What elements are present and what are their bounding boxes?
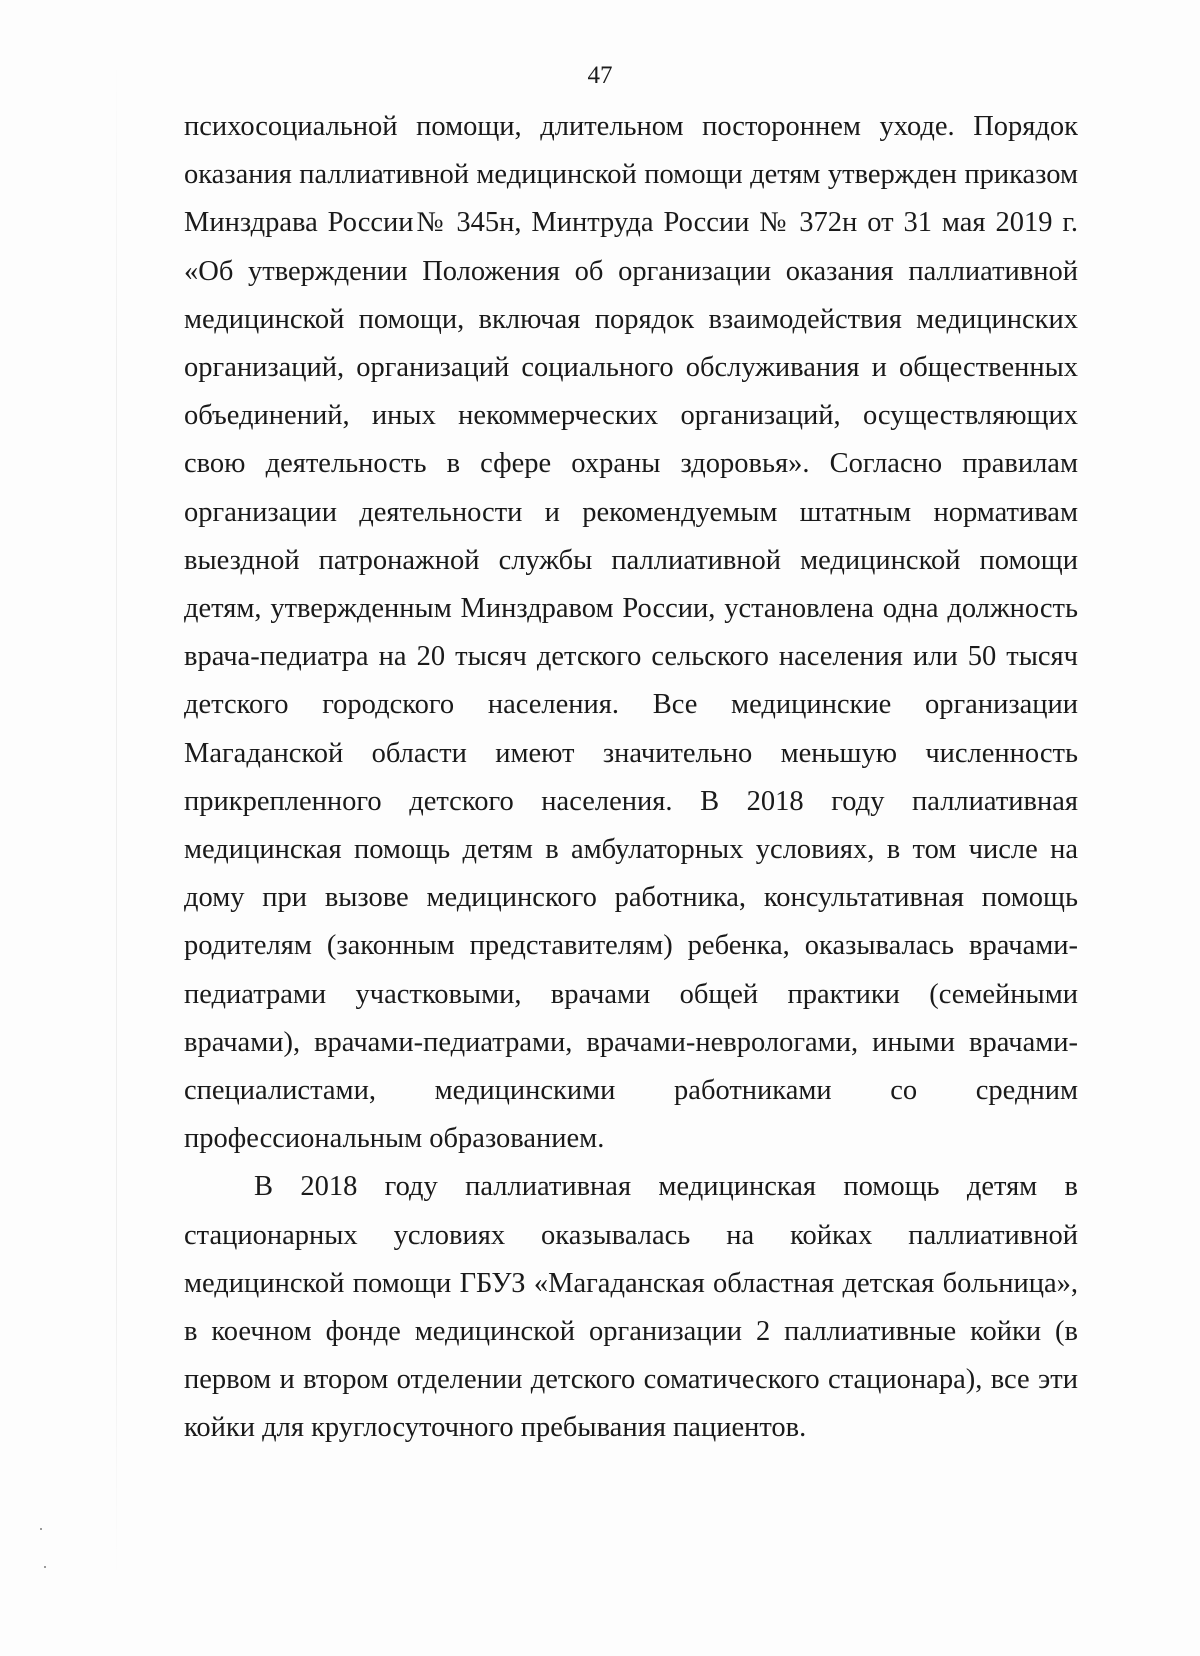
paragraph-2: В 2018 году паллиативная медицинская помощь детям в стационарных условиях оказывалась на койках паллиативной медицинской помощи ГБУЗ «Магаданская областная детская больница», в коечном фонде медицинской организации 2 паллиативные койки (в первом и втором отделении детского соматического стационара), все эти койки для круглосуточного пребывания пациентов.	[184, 1171, 1078, 1444]
page-number: 47	[587, 62, 613, 89]
scan-edge-shadow	[116, 60, 117, 1580]
scan-speck	[44, 1566, 46, 1568]
body-text	[184, 103, 1078, 1453]
paragraph-1: психосоциальной помощи, длительном постороннем уходе. Порядок оказания паллиативной медицинской помощи детям утвержден приказом Минздрава России№ 345н, Минтруда России № 372н от 31 мая 2019 г. «Об утверждении Положения об организации оказания паллиативной медицинской помощи, включая порядок взаимодействия медицинских организаций, организаций социального обслуживания и общественных объединений, иных некоммерческих организаций, осуществляющих свою деятельность в сфере охраны здоровья». Согласно правилам организации деятельности и рекомендуемым штатным нормативам выездной патронажной службы паллиативной медицинской помощи детям, утвержденным Минздравом России, установлена одна должность врача-педиатра на 20 тысяч детского сельского населения или 50 тысяч детского городского населения. Все медицинские организации Магаданской области имеют значительно меньшую численность прикрепленного детского населения. В 2018 году паллиативная медицинская помощь детям в амбулаторных условиях, в том числе на дому при вызове медицинского работника, консультативная помощь родителям (законным представителям) ребенка, оказывалась врачами-педиатрами участковыми, врачами общей практики (семейными врачами), врачами-педиатрами, врачами-неврологами, иными врачами-специалистами, медицинскими работниками со средним профессиональным образованием.	[184, 111, 1078, 1155]
scan-speck	[40, 1528, 42, 1530]
